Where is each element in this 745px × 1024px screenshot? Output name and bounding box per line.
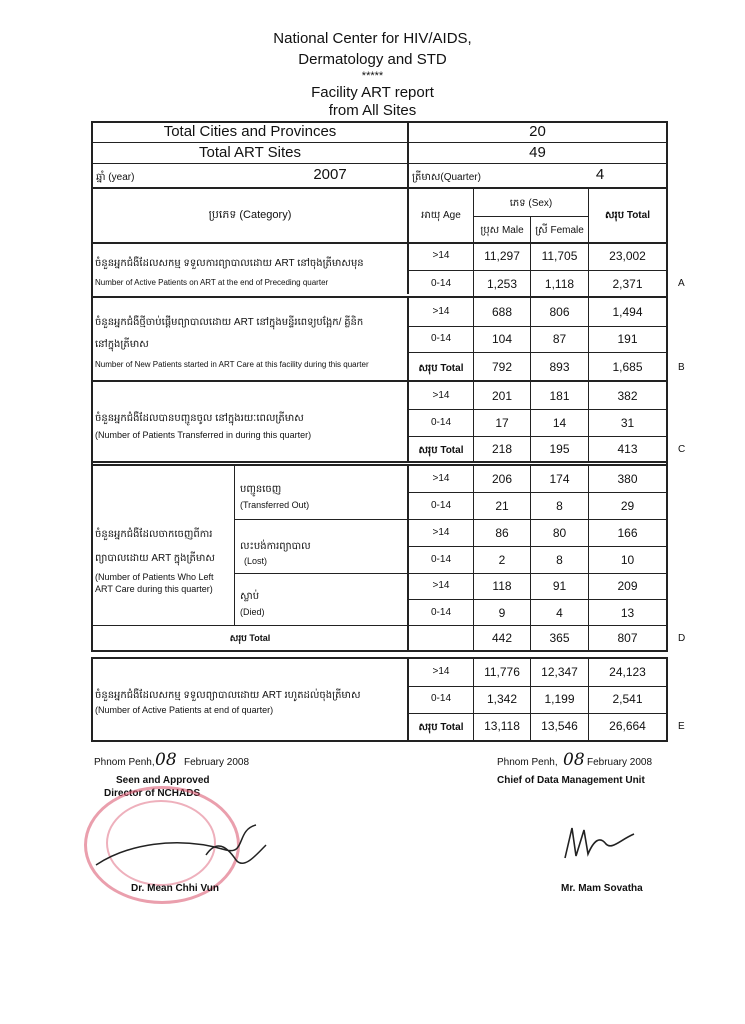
quarter-label: ត្រីមាស(Quarter) xyxy=(412,172,481,183)
e-female-1: 12,347 xyxy=(541,665,578,679)
sex-header: ភេទ (Sex) xyxy=(509,198,553,209)
d-total-label: សរុប Total xyxy=(229,633,271,643)
section-d-en1: (Number of Patients Who Left xyxy=(95,572,214,582)
d-lost-total-2: 10 xyxy=(620,553,635,567)
e-age-2: 0-14 xyxy=(430,693,451,704)
c-age-total: សរុប Total xyxy=(418,445,464,456)
quarter-value: 4 xyxy=(595,166,605,183)
b-total-total: 1,685 xyxy=(612,360,643,374)
male-header: ប្រុស Male xyxy=(480,225,524,236)
died-kh: ស្លាប់ xyxy=(240,591,260,602)
d-lost-total-1: 166 xyxy=(617,526,638,540)
title-stars: ***** xyxy=(361,70,384,82)
b-male-2: 104 xyxy=(491,332,513,346)
b-age-1: >14 xyxy=(432,306,450,317)
d-out-total-2: 29 xyxy=(620,499,635,513)
b-age-2: 0-14 xyxy=(430,333,451,344)
b-male-total: 792 xyxy=(491,360,513,374)
e-total-total: 26,664 xyxy=(609,719,646,733)
a-male-2: 1,253 xyxy=(486,277,518,291)
report-title-line4: from All Sites xyxy=(328,102,417,119)
d-died-total-2: 13 xyxy=(620,606,635,620)
right-date: February 2008 xyxy=(587,757,653,768)
e-total-1: 24,123 xyxy=(609,665,646,679)
letter-b: B xyxy=(678,362,685,373)
section-e-kh: ចំនួនអ្នកជំងឺដែលសកម្ម ទទួលព្យាបាលដោយ ART រហូតដល់ចុងត្រីមាស xyxy=(95,690,361,701)
c-male-2: 17 xyxy=(495,416,509,430)
e-total-female: 13,546 xyxy=(541,719,578,733)
d-out-female-1: 174 xyxy=(549,472,570,486)
d-lost-age-2: 0-14 xyxy=(430,554,451,565)
year-value: 2007 xyxy=(313,166,347,183)
female-header: ស្រី Female xyxy=(535,225,584,236)
transferred-out-kh: បញ្ជូនចេញ xyxy=(240,484,282,495)
e-total-label: សរុប Total xyxy=(418,722,464,733)
c-male-1: 201 xyxy=(491,389,513,403)
c-age-1: >14 xyxy=(432,390,450,401)
b-total-1: 1,494 xyxy=(612,305,643,319)
d-out-female-2: 8 xyxy=(556,499,563,513)
d-total-male: 442 xyxy=(491,631,513,645)
e-male-1: 11,776 xyxy=(484,665,520,679)
a-male-1: 11,297 xyxy=(484,249,520,263)
d-died-male-1: 118 xyxy=(492,579,512,593)
b-total-2: 191 xyxy=(617,332,638,346)
category-header: ប្រភេទ (Category) xyxy=(208,209,292,221)
c-male-total: 218 xyxy=(491,442,513,456)
c-total-2: 31 xyxy=(620,416,635,430)
d-lost-female-2: 8 xyxy=(556,553,563,567)
letter-a: A xyxy=(678,278,685,289)
d-died-female-1: 91 xyxy=(552,579,567,593)
section-a-kh: ចំនួនអ្នកជំងឺដែលសកម្ម ទទួលការព្យាបាលដោយ ART នៅចុងត្រីមាសមុន xyxy=(95,258,364,269)
chief-title: Chief of Data Management Unit xyxy=(497,775,645,786)
d-lost-female-1: 80 xyxy=(552,526,567,540)
director-name: Dr. Mean Chhi Vun xyxy=(131,883,219,894)
c-total-1: 382 xyxy=(617,389,638,403)
b-female-total: 893 xyxy=(549,360,570,374)
b-age-total: សរុប Total xyxy=(418,363,464,374)
d-out-age-2: 0-14 xyxy=(430,500,451,511)
e-female-2: 1,199 xyxy=(544,692,575,706)
director-title: Director of NCHADS xyxy=(104,788,201,799)
section-d-kh2: ព្យាបាលដោយ ART ក្នុងត្រីមាស xyxy=(95,553,215,564)
lost-kh: លះបង់ការព្យាបាល xyxy=(240,541,311,552)
e-total-male: 13,118 xyxy=(484,719,520,733)
d-lost-male-2: 2 xyxy=(498,553,506,567)
died-en: (Died) xyxy=(240,607,265,617)
section-d-kh1: ចំនួនអ្នកជំងឺដែលចាកចេញពីការ xyxy=(95,529,213,540)
section-b-en: Number of New Patients started in ART Care at this facility during this quarter xyxy=(95,360,369,369)
c-female-1: 181 xyxy=(549,389,570,403)
d-out-total-1: 380 xyxy=(617,472,638,486)
d-lost-age-1: >14 xyxy=(432,527,450,538)
a-total-1: 23,002 xyxy=(609,249,646,263)
chief-name: Mr. Mam Sovatha xyxy=(561,883,643,894)
a-female-1: 11,705 xyxy=(541,249,578,263)
b-male-1: 688 xyxy=(491,305,513,319)
d-total-total: 807 xyxy=(617,631,638,645)
e-total-2: 2,541 xyxy=(612,692,643,706)
section-a-en: Number of Active Patients on ART at the end of Preceding quarter xyxy=(95,278,329,287)
letter-e: E xyxy=(678,721,685,732)
d-out-age-1: >14 xyxy=(432,473,450,484)
left-date-day: 08 xyxy=(155,750,177,770)
b-female-2: 87 xyxy=(552,332,567,346)
section-b-kh1: ចំនួនអ្នកជំងឺថ្មីចាប់ផ្តើមព្យាបាលដោយ ART នៅក្នុងមន្ទីរពេទ្យបង្អែក/ គ្លីនិក xyxy=(95,317,364,328)
right-date-place: Phnom Penh, xyxy=(497,757,558,768)
a-total-2: 2,371 xyxy=(612,277,643,291)
section-b-kh2: នៅក្នុងត្រីមាស xyxy=(95,339,149,350)
year-label: ឆ្នាំ (year) xyxy=(96,172,135,183)
a-age-2: 0-14 xyxy=(430,278,451,289)
cities-label: Total Cities and Provinces xyxy=(163,123,337,140)
report-title-line1: National Center for HIV/AIDS, xyxy=(273,30,472,47)
d-died-female-2: 4 xyxy=(556,606,563,620)
cities-value: 20 xyxy=(529,123,546,140)
c-female-total: 195 xyxy=(549,442,570,456)
d-died-total-1: 209 xyxy=(617,579,638,593)
lost-en: (Lost) xyxy=(244,556,268,566)
chief-signature xyxy=(560,820,640,865)
report-title-line3: Facility ART report xyxy=(311,84,434,101)
right-date-day: 08 xyxy=(563,750,585,770)
section-e-en: (Number of Active Patients at end of quarter) xyxy=(95,705,274,715)
seen-approved: Seen and Approved xyxy=(116,775,210,786)
report-title-line2: Dermatology and STD xyxy=(298,51,447,68)
c-total-total: 413 xyxy=(617,442,638,456)
e-age-1: >14 xyxy=(432,666,450,677)
e-male-2: 1,342 xyxy=(486,692,518,706)
total-header: សរុប Total xyxy=(605,210,650,221)
d-out-male-1: 206 xyxy=(491,472,513,486)
d-died-age-1: >14 xyxy=(432,580,450,591)
left-date-place: Phnom Penh, xyxy=(94,757,155,768)
b-female-1: 806 xyxy=(549,305,570,319)
sites-label: Total ART Sites xyxy=(199,144,301,161)
section-c-kh: ចំនួនអ្នកជំងឺដែលបានបញ្ជូនចូល នៅក្នុងរយៈពេលត្រីមាស xyxy=(95,413,304,424)
c-female-2: 14 xyxy=(552,416,567,430)
a-female-2: 1,118 xyxy=(544,277,575,291)
c-age-2: 0-14 xyxy=(430,417,451,428)
sites-value: 49 xyxy=(529,144,546,161)
d-died-age-2: 0-14 xyxy=(430,607,451,618)
letter-c: C xyxy=(678,444,686,455)
section-d-en2: ART Care during this quarter) xyxy=(95,584,213,594)
age-header: អាយុ Age xyxy=(421,210,461,221)
director-signature xyxy=(86,815,276,885)
d-out-male-2: 21 xyxy=(495,499,509,513)
d-died-male-2: 9 xyxy=(498,606,506,620)
letter-d: D xyxy=(678,633,686,644)
section-c-en: (Number of Patients Transferred in during this quarter) xyxy=(95,430,312,440)
d-total-female: 365 xyxy=(549,631,570,645)
transferred-out-en: (Transferred Out) xyxy=(240,500,310,510)
left-date: February 2008 xyxy=(184,757,250,768)
d-lost-male-1: 86 xyxy=(495,526,509,540)
a-age-1: >14 xyxy=(432,250,450,261)
